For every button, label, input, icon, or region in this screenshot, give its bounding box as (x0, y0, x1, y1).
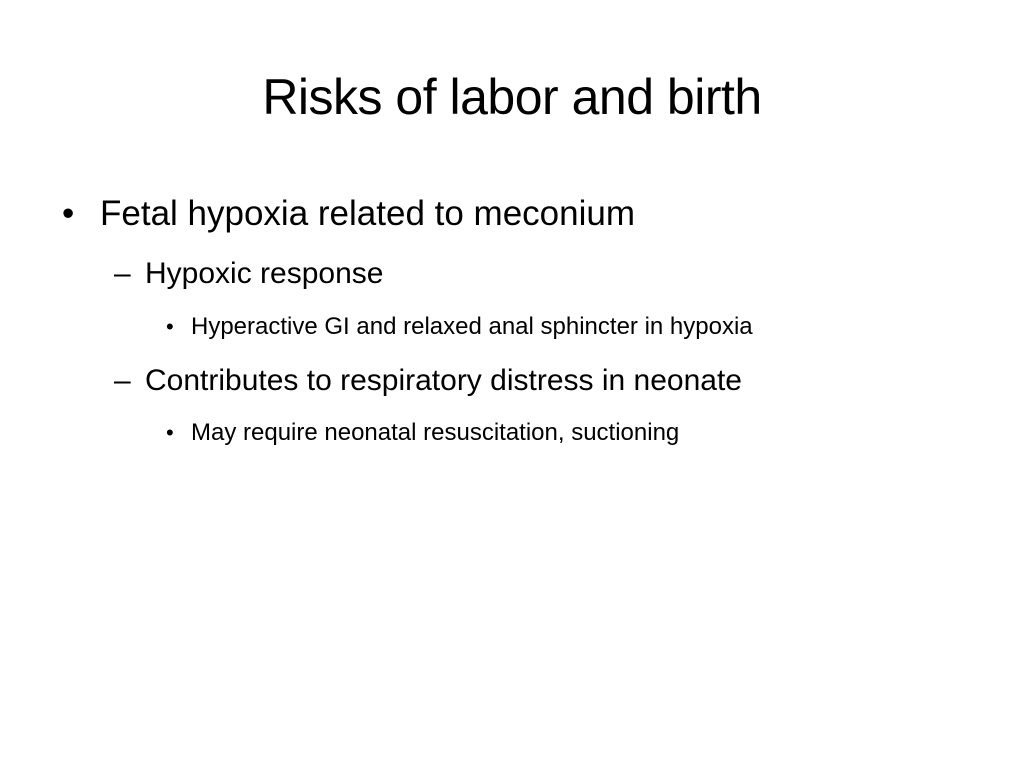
bullet-dot-icon: • (166, 420, 174, 445)
bullet-text: Hypoxic response (145, 257, 384, 290)
bullet-dot-icon: • (166, 314, 174, 339)
bullet-dot-icon: • (62, 194, 75, 233)
bullet-text: Hyperactive GI and relaxed anal sphincter in hypoxia (191, 313, 753, 340)
bullet-text: May require neonatal resuscitation, suctioning (191, 419, 680, 446)
bullet-text: Fetal hypoxia related to meconium (100, 194, 635, 233)
bullet-text: Contributes to respiratory distress in neonate (145, 364, 742, 397)
bullet-dash-icon: – (114, 257, 131, 290)
slide-title: Risks of labor and birth (262, 69, 762, 125)
bullet-dash-icon: – (114, 364, 131, 397)
